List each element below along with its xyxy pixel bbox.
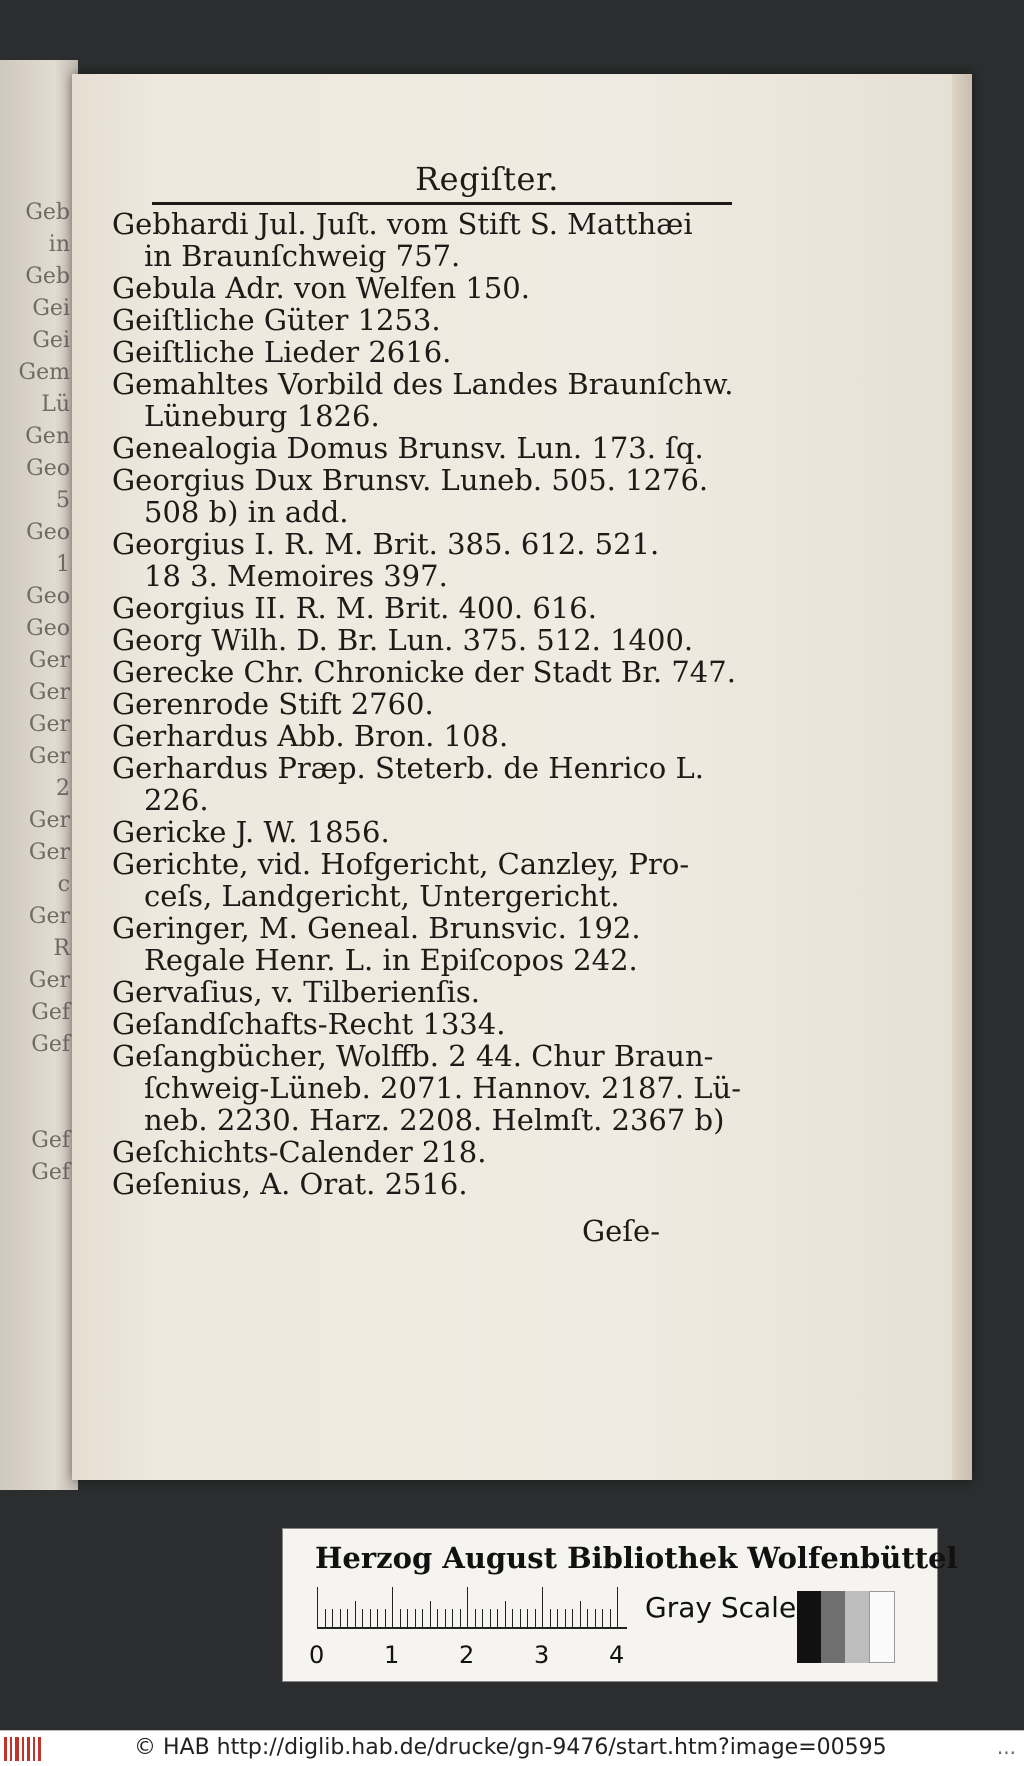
margin-fragment: Gei [32, 296, 70, 321]
running-header: Regiſter. [415, 160, 559, 198]
ruler-tick [452, 1609, 453, 1627]
ruler-tick [512, 1609, 513, 1627]
margin-fragment: Ger [28, 744, 70, 769]
page-fore-edge [952, 74, 972, 1480]
ruler-tick [325, 1609, 326, 1627]
register-entry [112, 432, 752, 464]
ruler-tick [572, 1609, 573, 1627]
margin-fragment: Gen [25, 424, 70, 449]
ruler-tick [430, 1601, 431, 1627]
ruler-tick [542, 1587, 543, 1627]
ruler-tick [355, 1601, 356, 1627]
margin-fragment: Ger [28, 968, 70, 993]
register-entry [112, 368, 752, 432]
ruler-tick [482, 1609, 483, 1627]
entry-first-line: Gerenrode Stift 2760. [112, 687, 434, 721]
ruler-tick [407, 1609, 408, 1627]
gray-patch-dark [821, 1591, 845, 1663]
entry-first-line: Geſenius, A. Orat. 2516. [112, 1167, 468, 1201]
register-entry [112, 1168, 752, 1200]
entry-first-line: Geſandſchafts-Recht 1334. [112, 1007, 506, 1041]
entry-first-line: Gebula Adr. von Welfen 150. [112, 271, 530, 305]
ruler-tick [370, 1609, 371, 1627]
entry-continuation-line: 226. [144, 783, 209, 817]
gray-scale-label: Gray Scale [645, 1591, 797, 1624]
register-entry [112, 464, 752, 528]
margin-fragment: Gem [18, 360, 70, 385]
margin-fragment: 2 [56, 776, 70, 801]
ruler-tick [550, 1609, 551, 1627]
margin-fragment: Geo [26, 520, 70, 545]
library-name: Herzog August Bibliothek Wolfenbüttel [315, 1541, 958, 1575]
ruler-tick [505, 1601, 506, 1627]
register-entry [112, 752, 752, 816]
entry-first-line: Gebhardi Jul. Juſt. vom Stift S. Matthæi [112, 207, 693, 241]
register-entry [112, 336, 752, 368]
facing-page-edge [0, 60, 78, 1490]
ruler-tick [377, 1609, 378, 1627]
entry-first-line: Georg Wilh. D. Br. Lun. 375. 512. 1400. [112, 623, 694, 657]
entry-first-line: Gerhardus Abb. Bron. 108. [112, 719, 509, 753]
entry-first-line: Genealogia Domus Brunsv. Lun. 173. ſq. [112, 431, 704, 465]
ruler-number: 2 [459, 1641, 475, 1669]
register-entry [112, 272, 752, 304]
entry-continuation-line: neb. 2230. Harz. 2208. Helmſt. 2367 b) [144, 1103, 725, 1137]
entry-first-line: Gerichte, vid. Hofgericht, Canzley, Pro- [112, 847, 690, 881]
ruler-tick [317, 1587, 318, 1627]
ruler-number: 0 [309, 1641, 325, 1669]
ruler-tick [490, 1609, 491, 1627]
ruler-tick [617, 1587, 618, 1627]
entry-first-line: Gerhardus Præp. Steterb. de Henrico L. [112, 751, 704, 785]
ruler-tick [340, 1609, 341, 1627]
entry-continuation-line: ceſs, Landgericht, Untergericht. [144, 879, 620, 913]
catchword: Geſe- [582, 1214, 661, 1248]
more-menu-icon[interactable]: ... [996, 1735, 1016, 1759]
entry-first-line: Geſchichts-Calender 218. [112, 1135, 487, 1169]
gray-patch-black [797, 1591, 821, 1663]
gray-patch-white [869, 1591, 895, 1663]
margin-fragment: Ger [28, 680, 70, 705]
ruler-numbers [307, 1641, 647, 1671]
ruler [317, 1593, 627, 1641]
margin-fragment: 5 [56, 488, 70, 513]
ruler-tick [475, 1609, 476, 1627]
ruler-tick [415, 1609, 416, 1627]
margin-fragment [0, 1064, 76, 1096]
ruler-number: 1 [384, 1641, 400, 1669]
register-entry [112, 304, 752, 336]
ruler-tick [535, 1609, 536, 1627]
register-entry [112, 656, 752, 688]
register-entry [112, 592, 752, 624]
ruler-number: 4 [609, 1641, 625, 1669]
ruler-tick [332, 1609, 333, 1627]
margin-fragment: Geo [26, 616, 70, 641]
entry-first-line: Georgius II. R. M. Brit. 400. 616. [112, 591, 597, 625]
entry-first-line: Georgius Dux Brunsv. Luneb. 505. 1276. [112, 463, 709, 497]
register-entry [112, 208, 752, 272]
margin-fragment: Ger [28, 712, 70, 737]
entry-continuation-line: Lüneburg 1826. [144, 399, 380, 433]
entry-first-line: Gerecke Chr. Chronicke der Stadt Br. 747. [112, 655, 736, 689]
ruler-tick [400, 1609, 401, 1627]
register-entry [112, 816, 752, 848]
margin-fragment: Geb [25, 200, 70, 225]
ruler-tick [565, 1609, 566, 1627]
scale-card [282, 1528, 958, 1682]
ruler-tick [520, 1609, 521, 1627]
book-page [72, 74, 972, 1480]
margin-fragment: R [53, 936, 70, 961]
margin-fragment: in [48, 232, 70, 257]
entry-first-line: Geiſtliche Lieder 2616. [112, 335, 452, 369]
footer-link[interactable]: © HAB http://diglib.hab.de/drucke/gn-9476/start.htm?image=00595 [134, 1735, 887, 1760]
register-entry [112, 976, 752, 1008]
entry-first-line: Gericke J. W. 1856. [112, 815, 390, 849]
margin-fragment: Gef [31, 1032, 70, 1057]
footer-bar [0, 1730, 1024, 1766]
margin-fragment: Geo [26, 584, 70, 609]
margin-fragment: Geb [25, 264, 70, 289]
register-entries [112, 208, 752, 1200]
margin-fragment: c [57, 872, 70, 897]
register-entry [112, 720, 752, 752]
ruler-tick [527, 1609, 528, 1627]
ruler-tick [392, 1587, 393, 1627]
register-entry [112, 528, 752, 592]
entry-first-line: Geiſtliche Güter 1253. [112, 303, 441, 337]
ruler-tick [467, 1587, 468, 1627]
entry-first-line: Georgius I. R. M. Brit. 385. 612. 521. [112, 527, 660, 561]
ruler-tick [437, 1609, 438, 1627]
facing-page-text-fragments [0, 200, 76, 1192]
entry-first-line: Gemahltes Vorbild des Landes Braunſchw. [112, 367, 734, 401]
margin-fragment: Gef [31, 1160, 70, 1185]
margin-fragment: Ger [28, 808, 70, 833]
margin-fragment [0, 1096, 76, 1128]
gray-patch-light [845, 1591, 869, 1663]
margin-fragment: Gef [31, 1000, 70, 1025]
entry-continuation-line: ſchweig-Lüneb. 2071. Hannov. 2187. Lü- [144, 1071, 742, 1105]
register-entry [112, 1040, 752, 1136]
ruler-tick [497, 1609, 498, 1627]
margin-fragment: 1 [56, 552, 70, 577]
entry-continuation-line: Regale Henr. L. in Epiſcopos 242. [144, 943, 638, 977]
margin-fragment: Ger [28, 648, 70, 673]
ruler-tick [610, 1609, 611, 1627]
margin-fragment: Lü [41, 392, 70, 417]
register-entry [112, 912, 752, 976]
entry-continuation-line: in Braunſchweig 757. [144, 239, 461, 273]
ruler-tick [460, 1609, 461, 1627]
register-entry [112, 1008, 752, 1040]
ruler-tick [445, 1609, 446, 1627]
margin-fragment: Ger [28, 904, 70, 929]
register-entry [112, 848, 752, 912]
margin-fragment: Geo [26, 456, 70, 481]
entry-first-line: Geringer, M. Geneal. Brunsvic. 192. [112, 911, 641, 945]
ruler-tick [587, 1609, 588, 1627]
entry-first-line: Gervaſius, v. Tilberienſis. [112, 975, 480, 1009]
margin-fragment: Ger [28, 840, 70, 865]
ruler-baseline [317, 1627, 627, 1629]
ruler-tick [362, 1609, 363, 1627]
ruler-tick [580, 1601, 581, 1627]
ruler-tick [422, 1609, 423, 1627]
ruler-tick [602, 1609, 603, 1627]
entry-continuation-line: 18 3. Memoires 397. [144, 559, 448, 593]
ruler-tick [557, 1609, 558, 1627]
ruler-tick [385, 1609, 386, 1627]
entry-first-line: Geſangbücher, Wolffb. 2 44. Chur Braun- [112, 1039, 714, 1073]
margin-fragment: Gei [32, 328, 70, 353]
margin-fragment: Gef [31, 1128, 70, 1153]
ruler-tick [595, 1609, 596, 1627]
header-rule [152, 202, 732, 205]
register-entry [112, 624, 752, 656]
hab-logo-icon [4, 1737, 42, 1761]
register-entry [112, 688, 752, 720]
register-entry [112, 1136, 752, 1168]
ruler-number: 3 [534, 1641, 550, 1669]
ruler-tick [347, 1609, 348, 1627]
entry-continuation-line: 508 b) in add. [144, 495, 349, 529]
